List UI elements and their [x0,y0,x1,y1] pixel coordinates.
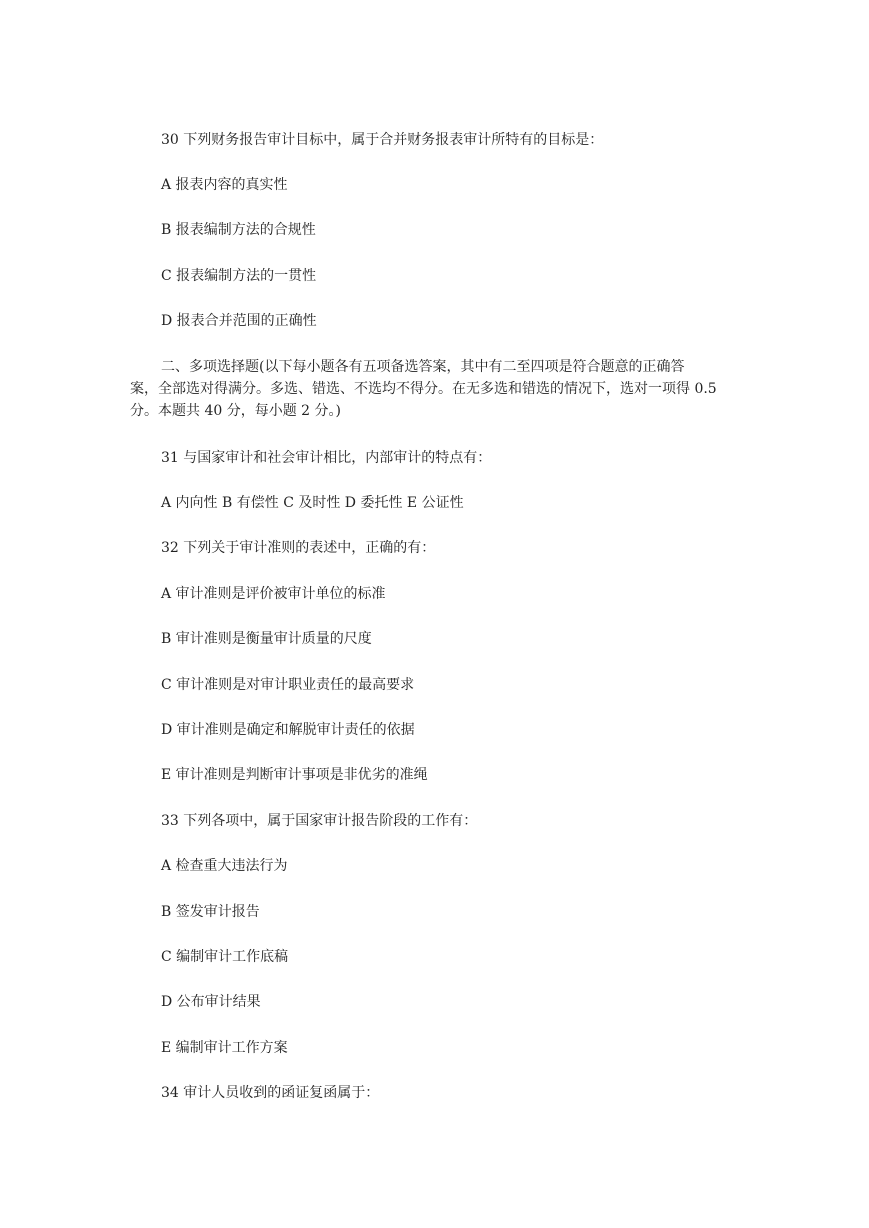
option-30-b: B 报表编制方法的合规性 [161,222,316,238]
question-34: 34 审计人员收到的函证复函属于： [161,1085,380,1101]
section-2-first-line: 二、多项选择题(以下每小题各有五项备选答案，其中有二至四项是符合题意的正确答 [161,359,685,375]
section-2-continuation: 案，全部选对得满分。多选、错选、不选均不得分。在无多选和错选的情况下，选对一项得 0.5 分。本题共 40 分，每小题 2 分。) [130,381,717,419]
option-33-a: A 检查重大违法行为 [161,858,288,874]
question-30: 30 下列财务报告审计目标中，属于合并财务报表审计所特有的目标是： [161,132,604,148]
option-33-c: C 编制审计工作底稿 [161,949,289,965]
options-31: A 内向性 B 有偿性 C 及时性 D 委托性 E 公证性 [161,495,464,511]
option-33-d: D 公布审计结果 [161,994,261,1010]
question-33: 33 下列各项中，属于国家审计报告阶段的工作有： [161,813,478,829]
option-30-c: C 报表编制方法的一贯性 [161,268,317,284]
option-32-e: E 审计准则是判断审计事项是非优劣的准绳 [161,767,428,783]
option-32-a: A 审计准则是评价被审计单位的标准 [161,586,386,602]
option-33-e: E 编制审计工作方案 [161,1040,288,1056]
question-32: 32 下列关于审计准则的表述中，正确的有： [161,540,436,556]
option-30-a: A 报表内容的真实性 [161,177,288,193]
option-30-d: D 报表合并范围的正确性 [161,313,317,329]
option-32-c: C 审计准则是对审计职业责任的最高要求 [161,677,415,693]
option-33-b: B 签发审计报告 [161,904,260,920]
section-2-instructions [130,356,721,422]
question-31: 31 与国家审计和社会审计相比，内部审计的特点有： [161,450,492,466]
option-32-b: B 审计准则是衡量审计质量的尺度 [161,631,372,647]
option-32-d: D 审计准则是确定和解脱审计责任的依据 [161,722,415,738]
